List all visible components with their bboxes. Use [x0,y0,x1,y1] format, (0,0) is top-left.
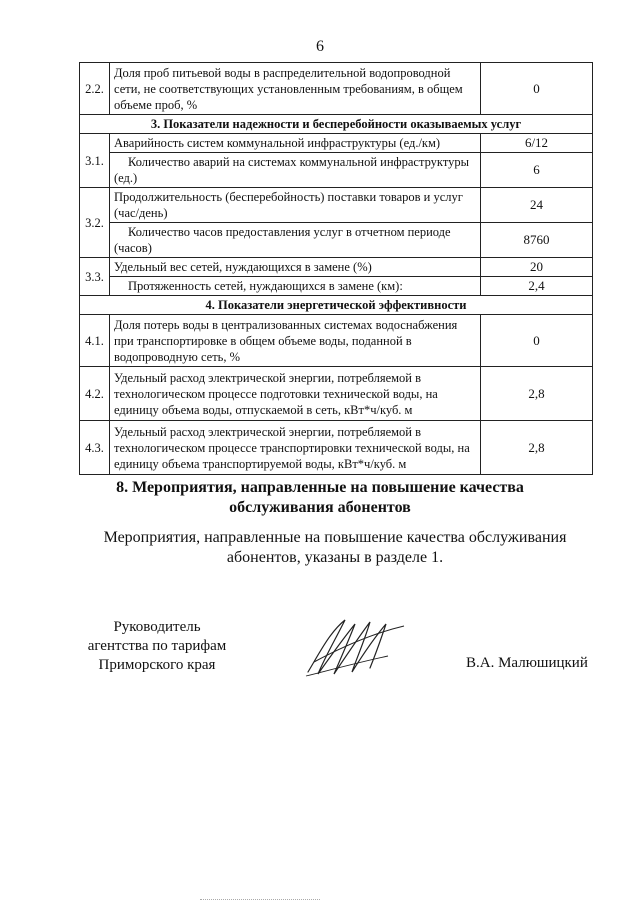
table-row [80,421,593,475]
row-description: Аварийность систем коммунальной инфраструктуры (ед./км) [110,134,481,153]
row-number: 4.1. [80,315,110,367]
signer-title [72,618,242,675]
table-row [80,315,593,367]
signer-name: В.А. Малюшицкий [466,655,588,671]
table-row [80,258,593,277]
row-description: Удельный расход электрической энергии, потребляемой в технологическом процессе транспортировки технической воды, на единицу объема транспортируемой воды, кВт*ч/куб. м [110,421,481,475]
section-row [80,296,593,315]
row-value: 8760 [481,223,593,258]
row-value: 0 [481,63,593,115]
row-number: 2.2. [80,63,110,115]
row-number: 3.3. [80,258,110,296]
row-description: Продолжительность (бесперебойность) поставки товаров и услуг (час/день) [110,188,481,223]
signer-title-line3: Приморского края [98,657,216,673]
row-value: 20 [481,258,593,277]
table-row [80,63,593,115]
signer-title-line1: Руководитель [113,619,201,635]
row-value: 6/12 [481,134,593,153]
row-description: Количество часов предоставления услуг в отчетном периоде (часов) [110,223,481,258]
page-number: 6 [316,38,324,55]
row-description: Доля потерь воды в централизованных системах водоснабжения при транспортировке в общем объеме воды, поданной в водопроводную сеть, % [110,315,481,367]
section-8-heading [0,478,640,518]
row-description: Удельный вес сетей, нуждающихся в замене (%) [110,258,481,277]
section-8-paragraph: Мероприятия, направленные на повышение качества обслуживания абонентов, указаны в разделе 1. [103,529,567,566]
table-row [80,134,593,153]
row-value: 2,4 [481,277,593,296]
indicators-table [79,62,593,475]
scan-artifact [200,899,320,902]
row-value: 2,8 [481,421,593,475]
row-description: Протяженность сетей, нуждающихся в замене (км): [110,277,481,296]
table-row [80,367,593,421]
row-description: Удельный расход электрической энергии, потребляемой в технологическом процессе подготовки технической воды, на единицу объема воды, отпускаемой в сеть, кВт*ч/куб. м [110,367,481,421]
row-number: 3.1. [80,134,110,188]
section-4-title: 4. Показатели энергетической эффективности [80,296,593,315]
table-row [80,223,593,258]
section-row [80,115,593,134]
table-row [80,188,593,223]
section-8-heading-line2: обслуживания абонентов [229,499,411,516]
row-value: 0 [481,315,593,367]
section-3-title: 3. Показатели надежности и бесперебойности оказываемых услуг [80,115,593,134]
row-number: 3.2. [80,188,110,258]
table-row [80,153,593,188]
row-description: Доля проб питьевой воды в распределительной водопроводной сети, не соответствующих установленным требованиям, в общем объеме проб, % [110,63,481,115]
row-description: Количество аварий на системах коммунальной инфраструктуры (ед.) [110,153,481,188]
handwritten-signature [300,612,410,682]
section-8-heading-line1: 8. Мероприятия, направленные на повышение качества [116,479,524,496]
row-number: 4.2. [80,367,110,421]
signer-title-line2: агентства по тарифам [87,638,227,654]
row-value: 6 [481,153,593,188]
row-number: 4.3. [80,421,110,475]
row-value: 2,8 [481,367,593,421]
table-row [80,277,593,296]
row-value: 24 [481,188,593,223]
